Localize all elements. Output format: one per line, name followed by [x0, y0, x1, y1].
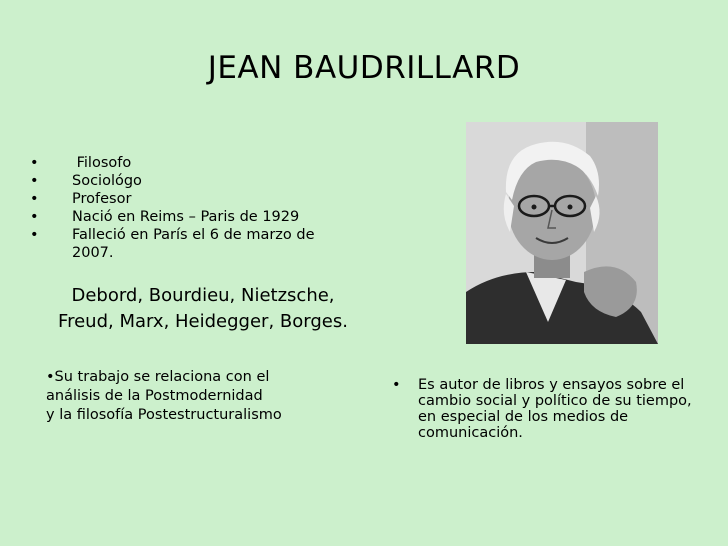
bullet-marker: • [30, 155, 39, 171]
bullet-item [30, 154, 350, 172]
bullet-marker: • [30, 227, 39, 243]
bullet-text: Falleció en París el 6 de marzo de 2007. [72, 227, 315, 261]
bullet-text: Profesor [72, 191, 132, 207]
media-note-text: Es autor de libros y ensayos sobre el cambio social y político de su tiempo, en especial de los medios de comunicación. [418, 377, 692, 441]
bullet-text: Filosofo [72, 155, 132, 171]
bullet-marker: • [30, 173, 39, 189]
bullet-marker: • [392, 377, 401, 393]
bullet-marker: • [30, 209, 39, 225]
bullet-text: Nació en Reims – Paris de 1929 [72, 209, 300, 225]
slide-title: JEAN BAUDRILLARD [207, 50, 521, 86]
portrait-photo [466, 122, 658, 344]
bullet-item [30, 226, 350, 262]
influences-text: Debord, Bourdieu, Nietzsche, Freud, Marx, Heidegger, Borges. [58, 285, 348, 332]
bullet-marker: • [30, 191, 39, 207]
bullet-text: Sociológo [72, 173, 142, 189]
portrait-photo-icon [466, 122, 658, 344]
bullet-item [30, 190, 350, 208]
bullet-item [30, 172, 350, 190]
bullet-item [30, 208, 350, 226]
media-note [392, 377, 704, 441]
postmodernism-note: •Su trabajo se relaciona con el análisis de la Postmodernidad y la filosofía Postestructuralismo [46, 369, 282, 423]
bio-bullet-list [30, 154, 350, 262]
